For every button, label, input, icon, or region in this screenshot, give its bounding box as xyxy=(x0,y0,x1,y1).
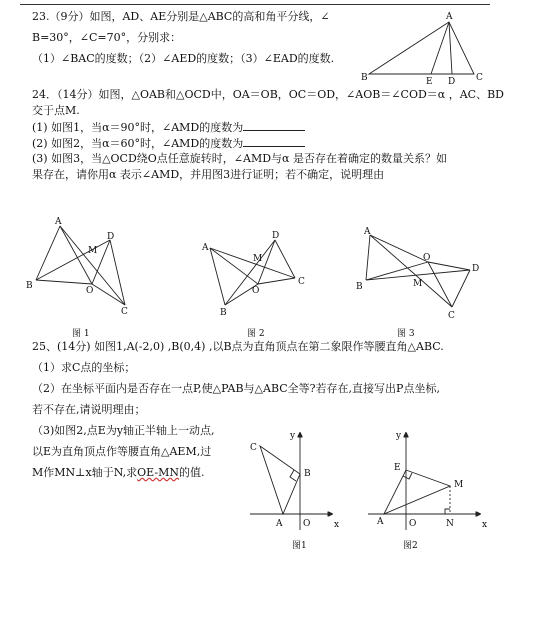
fig2-label-a: A xyxy=(202,243,209,253)
fig2-right-angle-n xyxy=(445,509,450,514)
fig1-label-m: M xyxy=(88,246,98,256)
fig2-label-b: B xyxy=(220,308,227,318)
q25-line3: （2）在坐标平面内是否存在一点P,使△PAB与△ABC全等?若存在,直接写出P点坐标, xyxy=(32,382,440,395)
q24-line3: (1) 如图1，当α＝90°时，∠AMD的度数为 xyxy=(32,121,244,134)
label-d: D xyxy=(448,77,456,87)
q25-line5: （3)如图2,点E为y轴正半轴上一动点, xyxy=(32,424,215,437)
q25-line7c: 的值. xyxy=(178,466,205,479)
fig1-label-y: y xyxy=(290,431,296,441)
q23-line3: （1）∠BAC的度数；（2）∠AED的度数；（3）∠EAD的度数. xyxy=(32,52,335,65)
fig2-label-m: M xyxy=(454,480,464,490)
q25-figure-2 xyxy=(368,431,487,530)
label-c: C xyxy=(476,73,483,83)
fig1-label-o: O xyxy=(303,519,311,529)
fig1-label-o: O xyxy=(86,286,94,296)
fig2-label-m: M xyxy=(253,254,263,264)
fig2-label-x: x xyxy=(482,520,488,530)
fig2-label-o: O xyxy=(252,286,260,296)
fig1-label-b: B xyxy=(304,469,311,479)
fig3-label-o: O xyxy=(423,253,431,263)
label-e: E xyxy=(426,77,433,87)
q23-line1: 23.（9分）如图，AD、AE分别是△ABC的高和角平分线，∠ xyxy=(32,10,330,23)
fig1-right-angle-mark xyxy=(290,470,296,481)
q24-line1: 24．（14分）如图，△OAB和△OCD中，OA＝OB，OC＝OD，∠AOB＝∠COD＝α ，AC、BD xyxy=(32,88,504,101)
q24-line4: (2) 如图2，当α＝60°时，∠AMD的度数为 xyxy=(32,137,244,150)
fig2-label-d: D xyxy=(272,231,280,241)
fig2-label-n: N xyxy=(446,519,454,529)
fig2-label-y: y xyxy=(396,431,402,441)
fig2-triangle-aem xyxy=(384,470,450,514)
label-a: A xyxy=(446,12,453,22)
q24-caption-3: 图 3 xyxy=(397,329,415,339)
q24-caption-1: 图 1 xyxy=(72,329,90,339)
q24-line6: 果存在，请你用α 表示∠AMD，并用图3进行证明；若不确定，说明理由 xyxy=(32,168,385,181)
q25-line1: 25、(14分) 如图1,A(-2,0) ,B(0,4) ,以B点为直角顶点在第二象限作等腰直角△ABC. xyxy=(32,340,444,353)
fig3-label-m: M xyxy=(413,279,423,289)
q24-line2: 交于点M. xyxy=(32,104,80,117)
fig3-label-b: B xyxy=(356,282,363,292)
label-b: B xyxy=(361,73,368,83)
fig2-label-e: E xyxy=(394,463,401,473)
q25-line2: （1）求C点的坐标； xyxy=(32,361,136,374)
q25-line7b: OE-MN xyxy=(137,466,179,479)
fig1-label-b: B xyxy=(26,281,33,291)
fig1-label-a: A xyxy=(55,217,62,227)
fig1-label-c: C xyxy=(250,443,257,453)
q24-line5: (3) 如图3，当△OCD绕O点任意旋转时，∠AMD与α 是否存在着确定的数量关系？如 xyxy=(32,152,447,165)
q25-caption-2: 图2 xyxy=(403,541,418,551)
q24-caption-2: 图 2 xyxy=(247,329,265,339)
q25-line6: 以E为直角顶点作等腰直角△AEM,过 xyxy=(32,445,212,458)
fig3-label-d: D xyxy=(472,264,480,274)
q25-line4: 若不存在,请说明理由； xyxy=(32,403,146,416)
fig2-label-o: O xyxy=(409,519,417,529)
fig2-label-c: C xyxy=(298,277,305,287)
q25-caption-1: 图1 xyxy=(292,541,307,551)
fig1-label-a: A xyxy=(276,519,283,529)
fig3-label-c: C xyxy=(448,311,455,321)
q25-figure-1 xyxy=(250,431,339,530)
fig1-label-c: C xyxy=(121,307,128,317)
q25-line7a: M作MN⊥x轴于N,求 xyxy=(32,466,138,479)
q23-line2: B=30°，∠C=70°，分别求： xyxy=(32,31,182,44)
fig3-label-a: A xyxy=(364,227,371,237)
fig1-label-d: D xyxy=(107,232,115,242)
fig1-label-x: x xyxy=(334,520,340,530)
fig2-label-a: A xyxy=(377,517,384,527)
